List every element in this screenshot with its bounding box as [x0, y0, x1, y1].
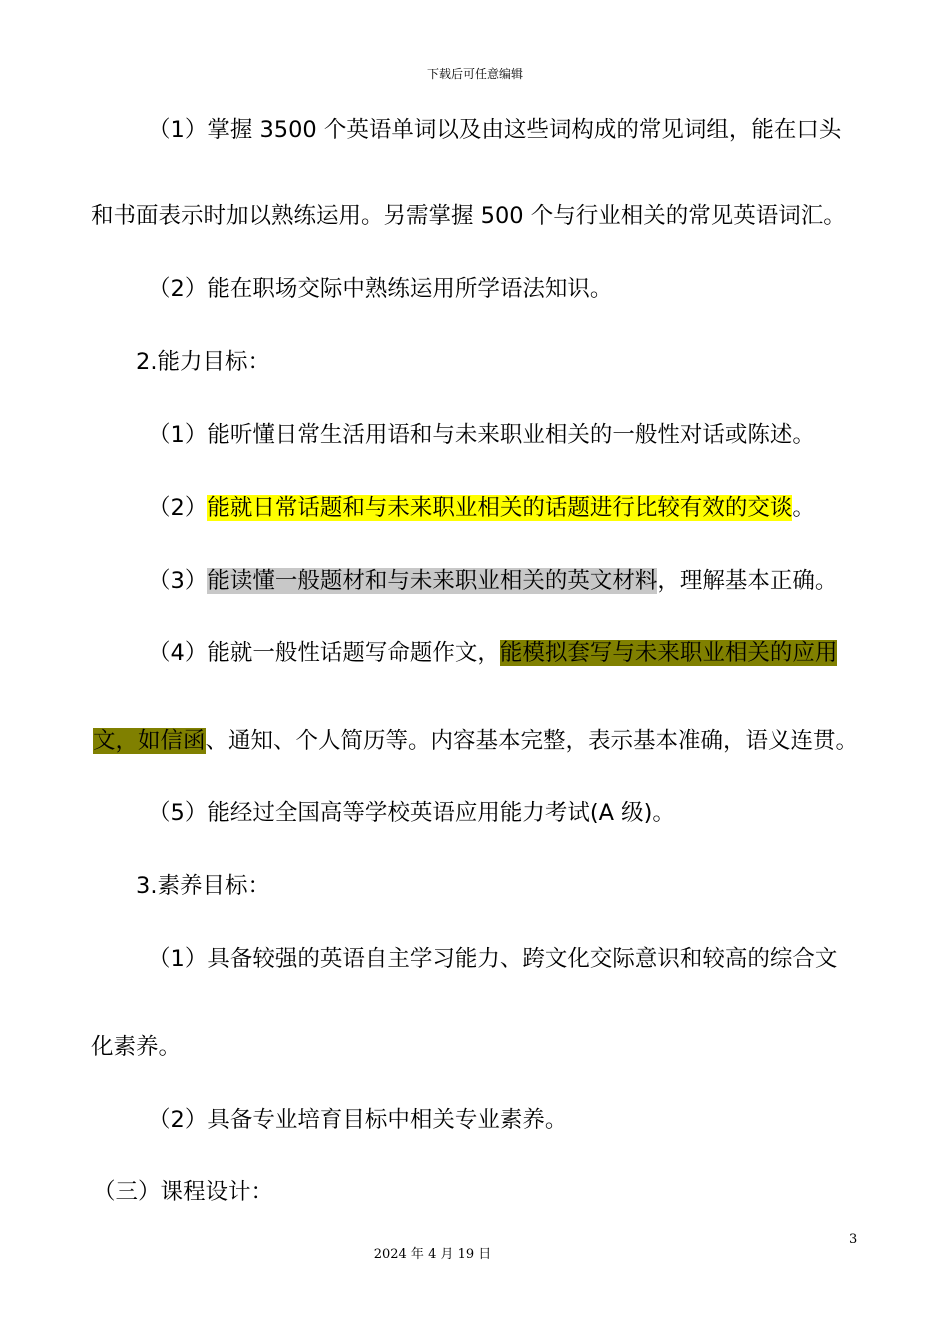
ability-3-suffix: ，理解基本正确。 [657, 568, 838, 594]
paragraph-knowledge-1-line-1: （1）掌握 3500 个英语单词以及由这些词构成的常见词组，能在口头 [148, 117, 842, 143]
heading-course-design: （三）课程设计： [93, 1179, 274, 1205]
ability-4-highlight-2: 文，如信函 [93, 728, 206, 754]
paragraph-quality-1-line-1: （1）具备较强的英语自主学习能力、跨文化交际意识和较高的综合文 [148, 946, 838, 972]
paragraph-ability-3 [148, 565, 837, 597]
ability-4-highlight-1: 能模拟套写与未来职业相关的应用 [499, 640, 838, 666]
ability-4-prefix: （4）能就一般性话题写命题作文， [148, 640, 500, 666]
paragraph-ability-4-line-1 [148, 637, 837, 669]
ability-2-prefix: （2） [148, 495, 208, 521]
paragraph-ability-1: （1）能听懂日常生活用语和与未来职业相关的一般性对话或陈述。 [148, 422, 815, 448]
page-footer-date: 2024 年 4 月 19 日 [373, 1247, 492, 1262]
ability-2-suffix: 。 [792, 495, 815, 521]
page-number: 3 [849, 1232, 858, 1247]
paragraph-ability-5: （5）能经过全国高等学校英语应用能力考试(A 级)。 [148, 800, 675, 826]
paragraph-quality-2: （2）具备专业培育目标中相关专业素养。 [148, 1107, 568, 1133]
heading-ability-goals: 2.能力目标： [136, 349, 270, 375]
ability-3-prefix: （3） [148, 568, 208, 594]
paragraph-knowledge-2: （2）能在职场交际中熟练运用所学语法知识。 [148, 276, 613, 302]
heading-quality-goals: 3.素养目标： [136, 873, 270, 899]
ability-2-highlight: 能就日常话题和与未来职业相关的话题进行比较有效的交谈 [207, 495, 793, 521]
ability-4-suffix: 、通知、个人简历等。内容基本完整，表示基本准确，语义连贯。 [205, 728, 859, 754]
paragraph-ability-4-line-2 [93, 725, 858, 757]
ability-3-highlight: 能读懂一般题材和与未来职业相关的英文材料 [207, 568, 658, 594]
paragraph-quality-1-line-2: 化素养。 [91, 1034, 182, 1060]
page-header: 下载后可任意编辑 [426, 67, 523, 81]
paragraph-knowledge-1-line-2: 和书面表示时加以熟练运用。另需掌握 500 个与行业相关的常见英语词汇。 [91, 203, 846, 229]
paragraph-ability-2 [148, 492, 815, 524]
